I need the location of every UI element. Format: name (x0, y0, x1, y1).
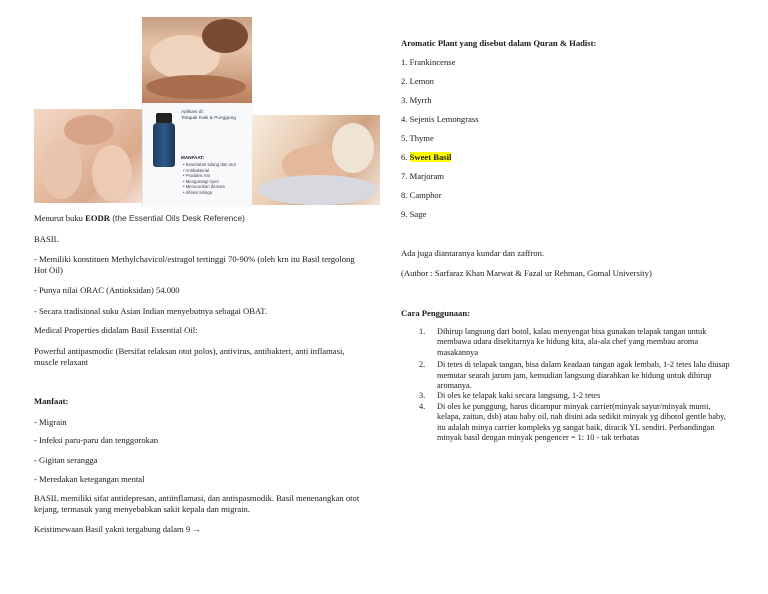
plant-item: 1. Frankincense (401, 57, 456, 67)
card-manfaat-item: • Mengurangi nyeri (183, 179, 236, 185)
plant-item: 7. Marjoram (401, 171, 444, 181)
intro-suffix: (the Essential Oils Desk Reference) (109, 213, 245, 223)
sweet-basil-highlight: Sweet Basil (409, 152, 452, 162)
basil-title: BASIL (34, 234, 59, 244)
step-number: 3. (419, 391, 426, 401)
step-number: 1. (419, 327, 426, 336)
card-aplikasi-detail: Telapak Kaki & Punggung (181, 116, 236, 121)
extra-note: Ada juga diantaranya kundar dan zaffron. (401, 248, 545, 258)
basil-paragraph-1: - Memiliki konstituen Methylchavicol/estragol tertinggi 70-90% (oleh krn itu Basil tergolong Hot Oil) (34, 254, 355, 275)
manfaat-item: - Gigitan serangga (34, 455, 98, 465)
step-text: Di oles ke telapak kaki secara langsung, 1-2 tetes (437, 391, 601, 401)
plant-item: 5. Thyme (401, 133, 434, 143)
plant-6-number: 6. (401, 152, 410, 162)
step-item (401, 391, 733, 401)
back-massage-photo (252, 115, 380, 205)
step-text: Dihirup langsung dari botol, kalau menyengat bisa gunakan telapak tangan untuk membawa udara disekitarnya ke hidung kita, ala-ala chef yang membau aroma masakannya (437, 327, 707, 357)
aromatic-heading: Aromatic Plant yang disebut dalam Quran & Hadist: (401, 38, 597, 48)
card-manfaat-title: MANFAAT: (181, 155, 205, 160)
manfaat-item: - Meredakan ketegangan mental (34, 474, 145, 484)
step-number: 2. (419, 360, 426, 370)
card-manfaat-item: • Infeksi telinga (183, 190, 236, 196)
plant-item: 3. Myrrh (401, 95, 432, 105)
author-note: (Author : Sarfaraz Khan Marwat & Fazal ur Rehman, Gomal University) (401, 268, 652, 278)
step-item (401, 327, 733, 358)
plant-item: 9. Sage (401, 209, 427, 219)
card-manfaat-list (183, 162, 236, 195)
basil-bottle-icon (153, 123, 175, 167)
basil-paragraph-2: - Punya nilai ORAC (Antioksidan) 54.000 (34, 285, 180, 295)
plant-item-sweet-basil (401, 152, 451, 163)
card-manfaat-item: • Kesehatan tulang dan otot (183, 162, 236, 168)
intro-eodr: EODR (85, 213, 110, 223)
foot-massage-photo (34, 109, 144, 203)
manfaat-item: - Migrain (34, 417, 67, 427)
intro-prefix: Menurut buku (34, 213, 86, 223)
manfaat-item: - Infeksi paru-paru dan tenggorokan (34, 435, 159, 445)
basil-paragraph-4: Medical Properties didalam Basil Essential Oil: (34, 325, 198, 335)
card-manfaat-item: • Menurunkan demam (183, 184, 236, 190)
plant-item: 8. Camphor (401, 190, 442, 200)
manfaat-heading: Manfaat: (34, 396, 69, 406)
basil-paragraph-3: - Secara tradisional suku Asian Indian menyebutnya sebagai OBAT. (34, 306, 268, 316)
step-text: Di oles ke punggung, harus dicampur minyak carrier(minyak sayur/minyak mumi, kelapa, zaitun, dsb) atau baby oil, nah disini ada sedikit minyak yg dibotol gentle baby, itu adalah minya carrier kompleks yg sangat baik, diracik YL sendiri. Perbandingan minyak basil dengan minyak pengencer = 1: 10 - tak terbatas (437, 401, 726, 443)
card-aplikasi-label: Aplikasi di: (181, 110, 204, 115)
step-number: 4. (419, 401, 426, 411)
basil-paragraph-6: BASIL memiliki sifat antidepresan, antiinflamasi, dan antispasmodik. Basil menenangkan otot kejang, termasuk yang menyebabkan sakit kepala dan migrain. (34, 493, 360, 514)
cara-steps (401, 327, 733, 443)
face-massage-photo (142, 17, 252, 103)
plant-item: 2. Lemon (401, 76, 434, 86)
plant-item: 4. Sejenis Lemongrass (401, 114, 479, 124)
step-item (401, 402, 733, 444)
intro-line (34, 213, 245, 224)
card-manfaat-item: • Antibakterial (183, 168, 236, 174)
basil-paragraph-5: Powerful antipasmodic (Bersifat relaksan otot polos), antivirus, antibakteri, anti inflamasi, muscle relaxant (34, 346, 345, 367)
step-text: Di tetes di telapak tangan, bisa dalam keadaan tangan agak lembab, 1-2 tetes lalu diusap memutar searah jarum jam, kemudian langsung diarahkan ke hidung untuk dihirup aromanya. (437, 360, 730, 391)
basil-paragraph-7: Keistimewaan Basil yakni tergabung dalam 9 → (34, 524, 201, 534)
step-item (401, 360, 733, 391)
card-manfaat-item: • Produksi ASI (183, 173, 236, 179)
cara-heading: Cara Penggunaan: (401, 308, 470, 318)
young-living-basil-card (142, 103, 253, 207)
essential-oil-collage (34, 17, 380, 207)
